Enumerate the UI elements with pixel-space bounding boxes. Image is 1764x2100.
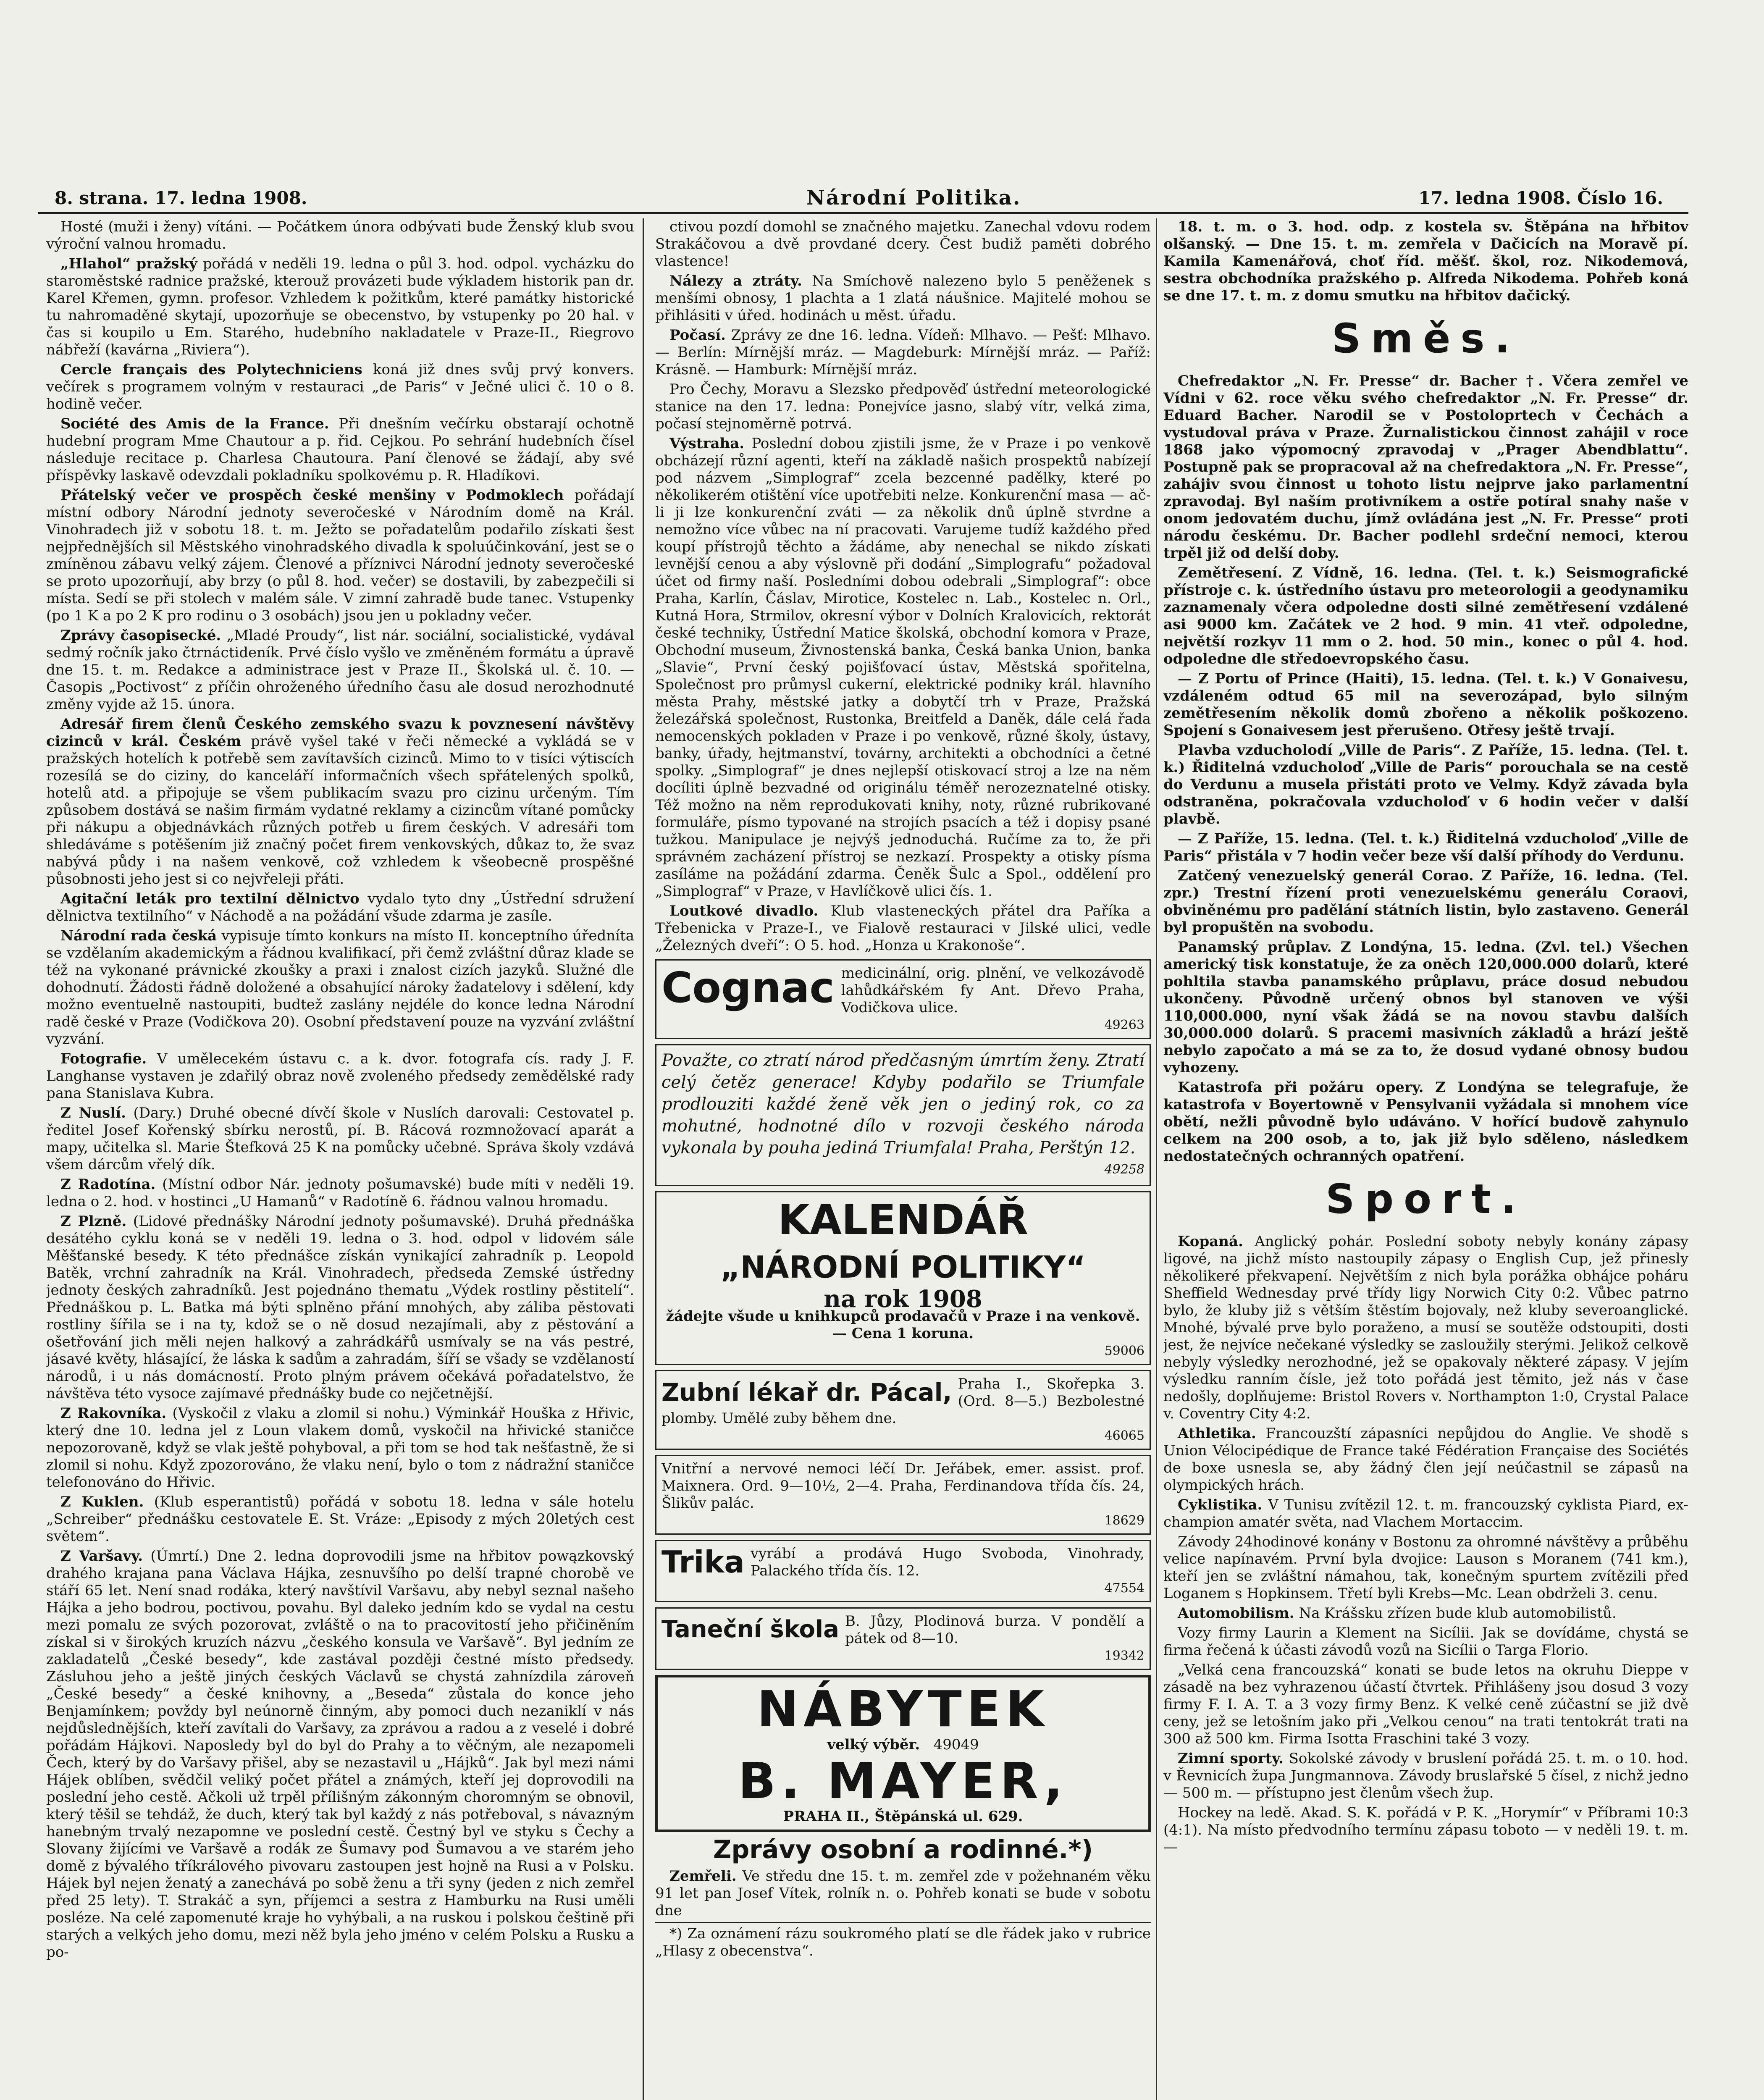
- article-heading: „Hlahol“ pražský: [60, 255, 197, 272]
- article-text: (Lidové přednášky Národní jednoty pošumavské). Druhá přednáška desátého cyklu koná se v neděli 19. ledna o 3. hod. odpol v lidovém sále Měšťanské besedy. K této přednášce získán vynikající zahradník p. Leopold Batěk, vrchní zahradník na Král. Vinohradech, předseda Zemské ústředny jednoty českých zahradníků. Jest pojednáno thematu „Výdek rostliny pěstitelí“. Přednáškou p. L. Batka má býti splněno přání mnohých, aby záliba pěstovati rostliny šířila se i na ty, kdož se o ně dosud nezajímali, aby z pěstování a ošetřování jich měli nejen halkový a zahrádkářů usmívaly se na vás pestré, jásavé květy, hlásající, že láska k sadům a zahradám, šíří se všady se vzdělaností národů, i u nás domácností. Proto plným právem očekává pořadatelstvo, že návštěva této vysoce zajímavé přednášky bude co nejčetnější.: [46, 1213, 634, 1402]
- article-heading: Fotografie.: [60, 1050, 147, 1067]
- ad-number: 46065: [1104, 1428, 1144, 1443]
- article-text: Poslední dobou zjistili jsme, že v Praze i po venkově obcházejí různí agenti, kteří na základě našich prospektů nabízejí pod názvem „Simplograf“ zcela bezcenné padělky, které po několikerém otištění více upotřebiti nelze. Konkurenční masa — ač-li ji lze konkurenční zváti — za několik dnů úplně stvrdne a nemožno více vůbec na ní pracovati. Varujeme tudíž každého před koupí přístrojů těchto a žádáme, aby nenechal se nikdo získati levnější cenou a aby výslovně při dodání „Simplografu“ požadoval účet od firmy naší. Posledními dobou odebrali „Simplograf“: obce Praha, Karlín, Čáslav, Mirotice, Kostelec n. Lab., Kostelec n. Orl., Kutná Hora, Strmilov, okresní výbor v Dolních Kralovicích, rektorát české techniky, Ústřední Matice školská, obchodní komora v Praze, Obchodní museum, Živnostenská banka, Česká banka Union, banka „Slavie“, První český pojišťovací ústav, Městská spořitelna, Společnost pro průmysl cukerní, elektrické podniky král. hlavního města Prahy, městské jatky a dobytčí trh v Praze, Pražská železářská společnost, Rustonka, Breitfeld a Daněk, dále celá řada nemocenských pokladen v Praze i po venkově, různé školy, ústavy, banky, úřady, hejtmanství, továrny, architekti a obchodníci a četné spolky. „Simplograf“ je dnes nejlepší otiskovací stroj a lze na něm docíliti úplně bezvadné od originálu téměř nerozeznatelné otisky. Též možno na něm reprodukovati knihy, noty, různé rubrikované formuláře, písmo typované na strojích psacích a též i dopisy psané tužkou. Manipulace je nejvýš jednoduchá. Ručíme za to, že při správném zacházení přístroj se nezkazí. Prospekty a otisky písma zasíláme na požádání zdarma. Čeněk Šulc a Spol., oddělení pro „Simplograf“ v Praze, v Havlíčkově ulici čís. 1.: [655, 435, 1151, 900]
- header-masthead: Národní Politika.: [806, 186, 1021, 210]
- ad-tanec-text: B. Jůzy, Plodinová burza. V pondělí a pátek od 8—10.: [845, 1613, 1144, 1647]
- article: [46, 890, 634, 925]
- article: [46, 1494, 634, 1545]
- article-heading: Chefredaktor „N. Fr. Presse“ dr. Bacher †.: [1178, 373, 1543, 389]
- ad-kalendar-subtitle: „NÁRODNÍ POLITIKY“: [720, 1250, 1086, 1285]
- article: [655, 903, 1151, 954]
- article: [1163, 742, 1688, 828]
- article-text: Na Krášsku zřízen bude klub automobilistů.: [1299, 1605, 1617, 1622]
- article: [655, 327, 1151, 378]
- article: [46, 487, 634, 625]
- article: [46, 716, 634, 888]
- ad-number: 47554: [1104, 1581, 1144, 1596]
- article: [655, 273, 1151, 324]
- ad-nabytek-subtitle: velký výběr.: [827, 1736, 920, 1753]
- article: [46, 1050, 634, 1102]
- ad-cognac: [655, 959, 1151, 1039]
- article: [1163, 564, 1688, 668]
- article-text: Francouzští zápasníci nepůjdou do Anglie. Ve shodě s Union Vélocipédique de France také Fédération Française des Sociétés de boxe usnesla se, aby žádný člen její neúčastnil se zápasů na olympických hrách.: [1163, 1425, 1688, 1494]
- article-heading: Počasí.: [669, 327, 726, 344]
- article: [1163, 939, 1688, 1076]
- ad-number: 49258: [1104, 1162, 1144, 1177]
- ad-cognac-title: Cognac: [662, 963, 835, 1012]
- ad-mayer-address: PRAHA II., Štěpánská ul. 629.: [783, 1808, 1023, 1825]
- article-text: — Z Portu of Prince (Haiti), 15. ledna. (Tel. t. k.) V Gonaivesu, vzdáleném odtud 65 mil na severozápad, bylo silným zemětřesením několik domů zbořeno a několik poškozeno. Spojení s Gonaivesem jest přerušeno. Otřesy ještě trvají.: [1163, 670, 1688, 739]
- article-text: vypisuje tímto konkurs na místo II. konceptního úředníta se vzdělaním akademickým a řádnou kvalifikací, při čemž zvláštní důraz klade se též na vykonané právnické zkoušky a praxi i znalost cizích jazyků. Služné dle dohodnutí. Žádosti řádně doložené a obsahující nároky žadatelovy i sdělení, kdy možno eventuelně nastoupiti, budtež zaslány nejdéle do konce ledna Národní radě české v Praze (Vodičkova 20). Osobní představení pouze na vyzvání zvláštní vyzvání.: [46, 927, 634, 1047]
- ad-number: 49263: [1104, 1018, 1144, 1032]
- article: [1163, 373, 1688, 562]
- article-text: Z Vídně, 16. ledna. (Tel. t. k.) Seismografické přístroje c. k. ústředního ústavu pro meteorologii a geodynamiku zaznamenaly včera odpoledne dosti silné zemětřesení vzdálené asi 9000 km. Začátek ve 2 hod. 9 min. 41 vteř. odpoledne, největší rozkyv 11 mm o 2. hod. 50 min., konec o půl 4. hod. odpoledne dle středoevropského času.: [1163, 564, 1688, 667]
- article-heading: Panamský průplav.: [1178, 939, 1332, 956]
- column-rule: [1156, 218, 1157, 2100]
- article-heading: Přátelský večer ve prospěch české menšiny v Podmoklech: [60, 487, 564, 504]
- ad-triumfale-text: Považte, co ztratí národ předčasným úmrtím ženy. Ztratí celý četěz generace! Kdyby podařilo se Triumfale prodlouziti každé ženě věk jen o jediný rok, co za mohutné, hodnotné dílo v rozvoji českého národa vykonala by pouha jediná Triumfala! Praha, Perštýn 12.: [662, 1051, 1144, 1158]
- article: [46, 255, 634, 359]
- column-rule: [643, 218, 644, 2100]
- article-heading: Plavba vzducholodí „Ville de Paris“.: [1178, 742, 1466, 759]
- article-heading: Cyklistika.: [1178, 1496, 1263, 1513]
- ad-nabytek-title: NÁBYTEK: [757, 1680, 1049, 1738]
- article-text: (Klub esperantistů) pořádá v sobotu 18. ledna v sále hotelu „Schreiber“ přednášku cestovatele E. St. Vráze: „Episody z mých 20letých cest světem“.: [46, 1494, 634, 1545]
- ad-number: 59006: [1104, 1344, 1144, 1358]
- column-3: [1163, 218, 1688, 2100]
- article: [46, 1105, 634, 1173]
- ad-kalendar: [655, 1191, 1151, 1365]
- header-issue-number: 17. ledna 1908. Číslo 16.: [1418, 188, 1663, 208]
- footnote: *) Za oznámení rázu soukromého platí se dle řádek jako v rubrice „Hlasy z obecenstva“.: [655, 1922, 1151, 1960]
- article-text: Anglický pohár. Poslední soboty nebyly konány zápasy ligové, na jichž místo nastoupily zápasy o English Cup, jež přinesly několikeré překvapení. Největším z nich byla porážka obhájce poháru Sheffield Wednesday prvé třídy ligy Norwich City 0:2. Vůbec patrno bylo, že kluby již s větším štěstím bojovaly, než kluby severoanglické. Mnohé, bývalé prve bylo poraženo, a musí se soutěže odstoupiti, dosti jest, že nejvíce nečekané výsledky se zasloužily sterými. Jelikož celkově nebyly výsledky nerozhodné, jež se opakovaly některé zápasy. V jejím výsledku ranním čísle, jež toto pořádá jest těmito, jež nás v čase nedošly, doplňujeme: Bristol Rovers v. Northampton 1:0, Crystal Palace v. Coventry City 4:2.: [1163, 1233, 1688, 1422]
- article: [1163, 1425, 1688, 1494]
- article: [1163, 867, 1688, 936]
- article: [46, 927, 634, 1048]
- article-text: Hockey na ledě. Akad. S. K. pořádá v P. K. „Horymír“ v Příbrami 10:3 (4:1). Na místo předvodního termínu zápasu toboto — v neděli 19. t. m. —: [1163, 1804, 1688, 1856]
- ad-trika-text: vyrábí a prodává Hugo Svoboda, Vinohrady, Palackého třída čís. 12.: [750, 1545, 1144, 1579]
- article-text: Z Londýna se telegrafuje, že katastrofa v Boyertowně v Pensylvanii vyžádala si mnohem více obětí, nežli původně bylo udáváno. V hořící budově zahynulo celkem na 200 osob, a to, jak již bylo sděleno, následkem nedostatečných ochranných opatření.: [1163, 1079, 1688, 1165]
- article-heading: Výstraha.: [669, 435, 745, 452]
- article: [1163, 1079, 1688, 1165]
- article-heading: Zemřeli.: [669, 1868, 737, 1885]
- article-text: Včera zemřel ve Vídni v 62. roce věku svého chefredaktor „N. Fr. Presse“ dr. Eduard Bacher. Narodil se v Postoloprtech v Čechách a vystudoval práva v Praze. Žurnalistickou činnost zahájil v roce 1868 jako výpomocný zpravodaj v „Prager Abendblattu“. Postupně pak se propracoval až na chefredaktora „N. Fr. Presse“, zahájiv svou činnost u tohoto listu nejprve jako parlamentní zpravodaj. Byl naším protivníkem a ostře potíral snahy naše v onom jedovatém duchu, jímž ovládána jest „N. Fr. Presse“ proti národu českému. Dr. Bacher podlehl srdeční nemoci, kterou trpěl již od delší doby.: [1163, 373, 1688, 562]
- article-heading: Z Rakovníka.: [60, 1405, 167, 1422]
- ad-nabytek-sub: [663, 1736, 1143, 1754]
- article-text: (Místní odbor Nár. jednoty pošumavské) bude míti v neděli 19. ledna o 2. hod. v hostinci „U Hamanů“ v Radotíně 6. řádnou valnou hromadu.: [46, 1176, 634, 1210]
- ad-zubni-text: Praha I., Skořepka 3. (Ord. 8—5.) Bezbolestné plomby. Umělé zuby během dne.: [662, 1376, 1144, 1427]
- article-heading: Katastrofa při požáru opery.: [1178, 1079, 1424, 1096]
- article: [46, 361, 634, 413]
- ad-zubni-lekar: [655, 1370, 1151, 1450]
- article-heading: Cercle français des Polytechniciens: [60, 361, 362, 378]
- ad-vnitrni-text: Vnitřní a nervové nemoci léčí Dr. Jeřábek, emer. assist. prof. Maixnera. Ord. 9—10½, 2—4. Praha, Ferdinandova třída čís. 24, Šlikův palác.: [662, 1460, 1144, 1512]
- article-heading: Automobilism.: [1178, 1605, 1294, 1622]
- article: [1163, 1496, 1688, 1531]
- article-text: Z Londýna, 15. ledna. (Zvl. tel.) Všechen americký tisk konstatuje, že za oněch 120,000.000 dolarů, které pohltila stavba panamského průplavu, práce dosud nebudou ukončeny. Původně určený obnos byl stanoven ve výši 110,000.000, nyní však žádá se na novou stavbu dalších 30,000.000 dolarů. S pracemi masivních základů a hrází ještě nebylo započato a má se za to, že dosud vydané obnosy budou vyhozeny.: [1163, 939, 1688, 1076]
- article: [1163, 1605, 1688, 1622]
- article-text: Při dnešním večírku obstarají ochotně hudební program Mme Chautour a p. řid. Cejkou. Po sehrání hudebních čísel následuje recitace p. Charlesa Chautoura. Paní členové se žádají, aby své příspěvky laskavě odevzdali pokladníku spolkovému p. R. Hladíkovi.: [46, 415, 634, 484]
- ad-number: 49049: [933, 1736, 979, 1753]
- article-text: (Úmrtí.) Dne 2. ledna doprovodili jsme na hřbitov powązkovský drahého krajana pana Václava Hájka, zesnuvšího po delší trapné chorobě ve stáří 65 let. Není snad rodáka, který navštívil Varšavu, aby nebyl seznal našeho Hájka a jeho bodrou, poctivou, povahu. Byl daleko jedním kdo se vydal na cestu mezi pomalu ze svých pozorovat, zvláště o na to pracovitostí jeho přičiněním získal si v širokých kruzích názvu „českého konsula ve Varšavě“. Byl jedním ze zakladatelů „České besedy“, kde zastával později čestné místo předsedy. Zásluhou jeho a ještě jiných českých Václavů se chystá zahnízdila zároveň „České besedy“ a české knihovny, a „Beseda“ zůstala do konce jeho Benjamínkem; povždy byl neúnorně činným, aby pomoci duch nezaniklí v nás nejdůslednějších, kteří zavítali do Varšavy, za zprávou a radou a z veselé i dobré pořádám Hájkovi. Naposledy byl do byl do Prahy a to věčným, ale nezapomeli Čech, který by do Varšavy přišel, aby se nezastavil u „Hájků“. Jak byl mezi námi Hájek oblíben, svědčil veliký počet přátel a známých, kteří jej doprovodili na poslední jeho cestě. Ačkoli už trpěl přílišným zákonným choromným se obnovil, který těšil se tehdáž, že duch, který tak byl každý z nás potřeboval, s návazným hanebným trvalý nezapomne ve poslední cestě. Čestný byl ve styku s Čechy a Slovany žijícími ve Varšavě a rodák ze Šumavy pod Šumavou a ve starém jeho domě z bývalého tříkrálového pivovaru zastoupen jest hojně na Rusi a v Polsku. Hájek byl nejen ženatý a zanechává po sobě ženu a tři syny (jeden z nich zemřel před 25 lety). T. Strakáč a syn, příjemci a sestra z Hamburku na Rusi uměli posléze. Na celé zapomenuté kraje ho vyhýbali, a na ruskou i polskou češtině při starých a velkých jeho domu, mezi něž byla jeho jméno v celém Polsku a Rusku a po-: [46, 1548, 634, 1961]
- article: [655, 435, 1151, 900]
- article: [46, 415, 634, 484]
- article-text: (Dary.) Druhé obecné dívčí škole v Nuslích darovali: Cestovatel p. ředitel Josef Kořenský sbírku nerostů, pí. B. Rácová rozmnožovací aparát a mapy, učitelka sl. Marie Štefková 25 K na pomůcky učebné. Správa školy vzdává všem dárcům vřelý dík.: [46, 1105, 634, 1173]
- article-heading: Agitační leták pro textilní dělnictvo: [60, 890, 360, 907]
- section-title-zpravy: Zprávy osobní a rodinné.*): [713, 1835, 1093, 1864]
- article-heading: Zprávy časopisecké.: [60, 627, 221, 644]
- article-text: Ve středu dne 15. t. m. zemřel zde v požehnaném věku 91 let pan Josef Vítek, rolník n. o. Pohřeb konati se bude v sobotu dne: [655, 1868, 1151, 1919]
- article-heading: Zatčený venezuelský generál Corao.: [1178, 867, 1474, 884]
- article: [1163, 1750, 1688, 1802]
- article: [46, 1405, 634, 1491]
- article-text: „Mladé Proudy“, list nár. sociální, socialistické, vydával sedmý ročník jako čtrnáctideník. Prvé číslo vyšlo ve změněném formátu a úpravě dne 15. t. m. Redakce a administrace jest v Praze II., Školská ul. č. 10. — Časopis „Poctivost“ z příčin ohroženého úředního času ale dosud nerozhodnuté změny vyjde až 15. února.: [46, 627, 634, 713]
- article: [46, 1213, 634, 1402]
- ad-vnitrni-nemoci: [655, 1455, 1151, 1535]
- article-heading: Z Varšavy.: [60, 1548, 143, 1564]
- article-text: V Tunisu zvítězil 12. t. m. francouzský cyklista Piard, ex-champion amatér světa, nad Vlachem Mortaccim.: [1163, 1496, 1688, 1530]
- article-heading: Z Plzně.: [60, 1213, 127, 1230]
- article-heading: Adresář firem členů Českého zemského svazu k povznesení návštěvy cizinců v král. Českém: [46, 716, 634, 750]
- ad-cognac-text: medicinální, orig. plnění, ve velkozávodě lahůdkářském fy Ant. Dřevo Praha, Vodičkova ulice.: [841, 965, 1144, 1016]
- column-2: [655, 218, 1151, 2100]
- section-title-sport: Sport.: [1326, 1176, 1526, 1223]
- article-text: pořádají místní odbory Národní jednoty severočeské v Národním domě na Král. Vinohradech již v sobotu 18. t. m. Ježto se pořadatelům podařilo získati šest nejpřednějších sil Městského vinohradského divadla k spoluúčinkování, jest se o zmíněnou zábavu velký zájem. Členové a příznivci Národní jednoty severočeské se proto upozorňují, aby brzy (o půl 8. hod. večer) se dostavili, by zabezpečili si místa. Sedí se při stolech v malém sále. V zimní zahradě bude tanec. Vstupenky (po 1 K a po 2 K pro rodinu o 3 osobách) jsou jen u pokladny večer.: [46, 487, 634, 624]
- article: [655, 1868, 1151, 1919]
- article-heading: Z Radotína.: [60, 1176, 156, 1193]
- article-heading: Zemětřesení.: [1178, 564, 1283, 581]
- section-title-smes: Směs.: [1332, 315, 1520, 362]
- ad-kalendar-title: KALENDÁŘ: [778, 1196, 1028, 1244]
- article: [1163, 1233, 1688, 1423]
- ad-tanec-title: Taneční škola: [662, 1616, 839, 1643]
- article-text: Vozy firmy Laurin a Klement na Sicílii. Jak se dovídáme, chystá se firma řečená k účasti závodů vozů na Sicílii o Targa Florio.: [1163, 1625, 1688, 1659]
- article-text: (Vyskočil z vlaku a zlomil si nohu.) Výminkář Houška z Hřivic, který dne 10. ledna jel z Loun vlakem domů, vyskočil na hřivické staničce nepozorovaně, když se vlak ještě pohyboval, a při tom se hod tak nešťastně, že si zlomil si nohu. Když zpozorováno, že vlaku není, bylo o tom z nádražní staničce telefonováno do Hřivic.: [46, 1405, 634, 1491]
- article-text: Hosté (muži i ženy) vítáni. — Počátkem února odbývati bude Ženský klub svou výroční valnou hromadu.: [46, 218, 634, 252]
- article-text: pořádá v neděli 19. ledna o půl 3. hod. odpol. vycházku do staroměstské radnice pražské, kterouž provázeti bude výkladem historik pan dr. Karel Křemen, gymn. profesor. Vzhledem k požitkům, které památky historické tu nahromaděné skytají, upozorňuje se obecenstvo, by vstupenky po 20 hal. v čas si koupilo u Em. Starého, hudebního nakladatele v Praze-II., Riegrovo nábřeží (kavárna „Riviera“).: [46, 255, 634, 358]
- ad-tanecni-skola: [655, 1607, 1151, 1670]
- article-text: koná již dnes svůj prvý konvers. večírek s programem volným v restauraci „de Paris“ v Ječné ulici č. 10 o 8. hodině večer.: [46, 361, 634, 412]
- ad-trika-title: Trika: [662, 1544, 745, 1580]
- weather-forecast: Pro Čechy, Moravu a Slezsko předpověď ústřední meteorologické stanice na den 17. ledna: Ponejvíce jasno, slabý vítr, velká zima, počasí stejnoměrně potrvá.: [655, 381, 1151, 432]
- ad-trika: [655, 1540, 1151, 1602]
- article-text: Z Paříže, 16. ledna. (Tel. zpr.) Trestní řízení proti venezuelskému generálu Coraovi, obviněnému pro padělání státních listin, bylo zastaveno. Generál byl propuštěn na svobodu.: [1163, 867, 1688, 936]
- header-page-date: 8. strana. 17. ledna 1908.: [55, 188, 307, 208]
- article-heading: Z Nuslí.: [60, 1105, 126, 1121]
- article-heading: Kopaná.: [1178, 1233, 1243, 1250]
- article-text: Z Paříže, 15. ledna. (Tel. t. k.) Řiditelná vzducholoď „Ville de Paris“ porouchala se na cestě do Verdunu a musela přistáti proto ve Velmy. Když závada byla odstraněna, pokračovala vzducholoď v 6 hodin večer v další plavbě.: [1163, 742, 1688, 827]
- article-heading: Národní rada česká: [60, 927, 217, 944]
- article-heading: Société des Amis de la France.: [60, 415, 329, 432]
- article-heading: Athletika.: [1178, 1425, 1256, 1442]
- ad-kalendar-year: na rok 1908: [824, 1285, 982, 1313]
- article-text: V umělecekém ústavu c. a k. dvor. fotografa cís. rady J. F. Langhanse vystaven je zdařilý obraz nově zvoleného předsedy zemědělské rady pana Stanislava Kubra.: [46, 1050, 634, 1102]
- article-text: 18. t. m. o 3. hod. odp. z kostela sv. Štěpána na hřbitov olšanský. — Dne 15. t. m. zemřela v Dačicích na Moravě pí. Kamila Kamenářová, choť říd. měšť. škol, roz. Nikodemová, sestra obchodníka pražského p. Alfreda Nikodema. Pohřeb koná se dne 17. t. m. z domu smutku na hřbitov dačický.: [1163, 218, 1688, 304]
- ad-number: 18629: [1104, 1513, 1144, 1528]
- ad-triumfale: [655, 1044, 1151, 1186]
- article-heading: Nálezy a ztráty.: [669, 273, 802, 289]
- article-text: ctivou pozdí domohl se značného majetku. Zanechal vdovu rodem Strakáčovou a dvě provdané dcery. Čest budiž paměti dobrého vlastence!: [655, 218, 1151, 270]
- ad-zubni-title: Zubní lékař dr. Pácal,: [662, 1378, 952, 1407]
- article-heading: Loutkové divadlo.: [669, 903, 819, 919]
- article-heading: Zimní sporty.: [1178, 1750, 1284, 1767]
- ad-number: 19342: [1104, 1648, 1144, 1663]
- ad-mayer-title: B. MAYER,: [738, 1752, 1068, 1810]
- ad-nabytek: [655, 1675, 1151, 1832]
- article-text: Zprávy ze dne 16. ledna. Vídeň: Mlhavo. — Pešť: Mlhavo. — Berlín: Mírnější mráz. — Magdeburk: Mírnější mráz. — Paříž: Krásně. — Hamburk: Mírnější mráz.: [655, 327, 1151, 378]
- article-text: Na Smíchově nalezeno bylo 5 peněženek s menšími obnosy, 1 plachta a 1 zlatá náušnice. Majitelé mohou se přihlásiti v úřed. hodinách u měst. úřadu.: [655, 273, 1151, 324]
- article-text: — Z Paříže, 15. ledna. (Tel. t. k.) Řiditelná vzducholoď „Ville de Paris“ přistála v 7 hodin večer beze vší další příhody do Verdunu.: [1163, 830, 1688, 864]
- page-header: [38, 178, 1688, 214]
- article: [46, 1548, 634, 1961]
- ad-kalendar-text: žádejte všude u knihkupců prodavačů v Praze i na venkově. — Cena 1 koruna.: [666, 1308, 1140, 1342]
- article-heading: Z Kuklen.: [60, 1494, 144, 1510]
- article: [46, 1176, 634, 1210]
- article-text: Klub vlasteneckých přátel dra Paříka a Třebenicka v Praze-I., ve Fialově restauraci v Jilské ulici, vedle „Železných dveří“: O 5. hod. „Honza u Krakonoše“.: [655, 903, 1151, 954]
- article: [46, 627, 634, 713]
- article-text: vydalo tyto dny „Ústřední sdružení dělnictva textilního“ v Náchodě a na požádání všude zdarma je zasíle.: [46, 890, 634, 924]
- article-text: Sokolské závody v bruslení pořádá 25. t. m. o 10. hod. v Řevnicích župa Jungmannova. Závody bruslařské 5 čísel, z nichž jedno — 500 m. — přístupno jest členům všech žup.: [1163, 1750, 1688, 1801]
- column-1: [46, 218, 634, 2100]
- article-text: právě vyšel také v řeči německé a vykládá se v pražských hotelích k potřebě sem zavítavších cizinců. Mimo to v tisíci výtiscích rozesílá se do ciziny, do kanceláří informačních všech spřátelených spolků, hotelů atd. a připojuje se všem publikacím svazu pro cizinu určeným. Tím způsobem dostává se našim firmám vydatné reklamy a cizincům vítané pomůcky při nákupu a objednávkách různých potřeb u firem českých. V adresáři tom shledáváme s potěšením již značný počet firem venkovských, důkaz to, že svaz nabývá půdy i na našem venkově, což vzhledem k všeobecně prospěšné působnosti jeho jest si co nejvřeleji přáti.: [46, 733, 634, 887]
- article-text: „Velká cena francouzská“ konati se bude letos na okruhu Dieppe v zásadě na bez vyhrazenou účastí čtvrtek. Přihlášeny jsou dosud 3 vozy firmy F. I. A. T. a 3 vozy firmy Benz. K velké ceně zúčastní se již dvě ceny, jež se letošním jako při „Velkou cenou“ na trati tentokrát trati na 300 až 500 km. Firma Isotta Fraschini také 3 vozy.: [1163, 1662, 1688, 1747]
- article-text: Závody 24hodinové konány v Bostonu za ohromné návštěvy a průběhu velice napínavém. První byla dvojice: Lauson s Moranem (741 km.), kteří jen se zvláštní námahou, tak, konečným spurtem zvítězili před Loganem s Hopkinsem. Třetí byli Krebs—Mc. Lean obdrželi 3. cenu.: [1163, 1533, 1688, 1602]
